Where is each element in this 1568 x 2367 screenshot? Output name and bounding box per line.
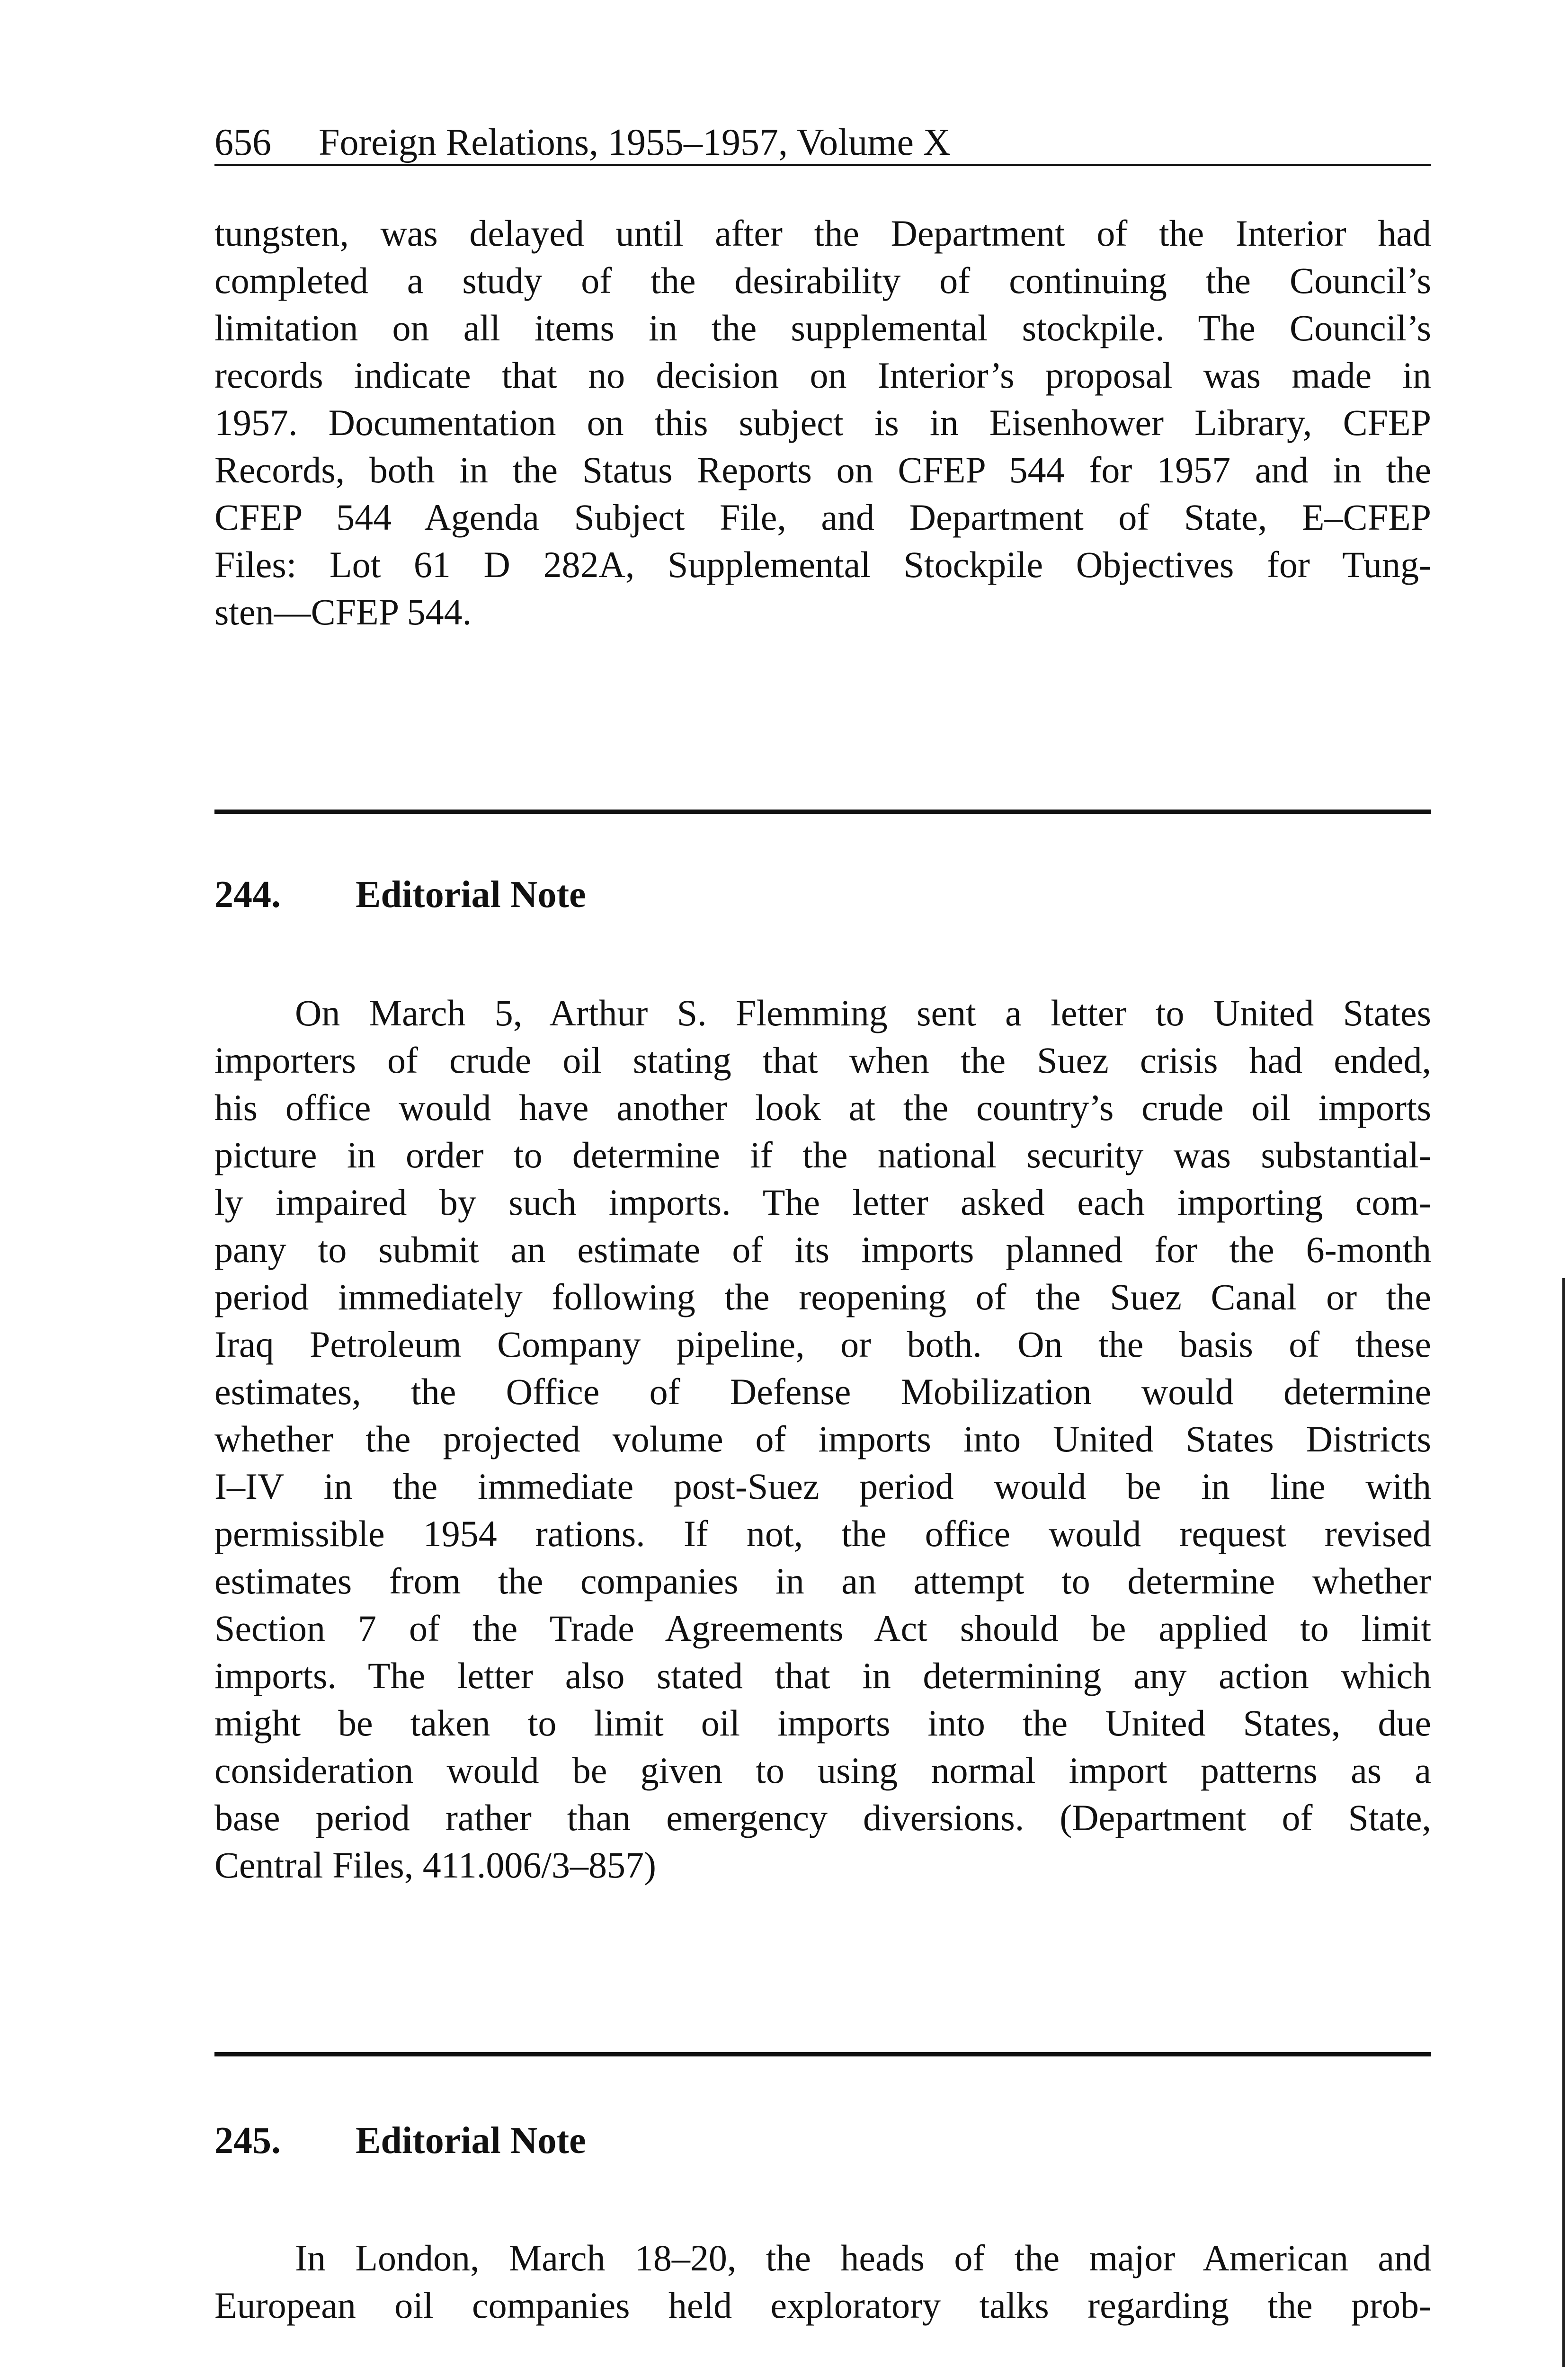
section-title: Editorial Note xyxy=(356,2120,586,2162)
text-line: picture in order to determine if the national security was substantial- xyxy=(214,1134,1431,1175)
text-line: his office would have another look at the country’s crude oil imports xyxy=(214,1087,1431,1128)
text-line: importers of crude oil stating that when the Suez crisis had ended, xyxy=(214,1040,1431,1081)
text-line: CFEP 544 Agenda Subject File, and Department of State, E–CFEP xyxy=(214,497,1431,538)
text-line: In London, March 18–20, the heads of the major American and xyxy=(295,2237,1431,2278)
carryover-paragraph xyxy=(214,210,1431,636)
text-line: Iraq Petroleum Company pipeline, or both. On the basis of these xyxy=(214,1324,1431,1365)
text-line: estimates, the Office of Defense Mobilization would determine xyxy=(214,1371,1431,1412)
text-line: ly impaired by such imports. The letter asked each importing com- xyxy=(214,1182,1431,1223)
text-line: Central Files, 411.006/3–857) xyxy=(214,1844,657,1886)
text-line: base period rather than emergency diversions. (Department of State, xyxy=(214,1797,1431,1838)
running-head xyxy=(214,121,1431,166)
text-line: European oil companies held exploratory talks regarding the prob- xyxy=(214,2285,1431,2326)
text-line: I–IV in the immediate post-Suez period would be in line with xyxy=(214,1466,1431,1507)
text-line: imports. The letter also stated that in determining any action which xyxy=(214,1655,1431,1696)
text-line: might be taken to limit oil imports into the United States, due xyxy=(214,1702,1431,1744)
section-number: 244. xyxy=(214,874,281,916)
text-line: Section 7 of the Trade Agreements Act should be applied to limit xyxy=(214,1608,1431,1649)
section-heading-244 xyxy=(214,871,1431,918)
text-line: estimates from the companies in an attempt to determine whether xyxy=(214,1560,1431,1602)
section-heading-245 xyxy=(214,2117,1431,2164)
section-245-paragraph xyxy=(214,2234,1431,2329)
text-line: limitation on all items in the supplemental stockpile. The Council’s xyxy=(214,307,1431,348)
text-line: consideration would be given to using normal import patterns as a xyxy=(214,1750,1431,1791)
text-line: pany to submit an estimate of its imports planned for the 6-month xyxy=(214,1229,1431,1270)
section-divider xyxy=(214,810,1431,814)
section-divider xyxy=(214,2052,1431,2056)
section-number: 245. xyxy=(214,2120,281,2162)
text-line: completed a study of the desirability of continuing the Council’s xyxy=(214,260,1431,301)
text-line: period immediately following the reopening of the Suez Canal or the xyxy=(214,1276,1431,1317)
text-line: tungsten, was delayed until after the Department of the Interior had xyxy=(214,213,1431,254)
text-line: On March 5, Arthur S. Flemming sent a letter to United States xyxy=(295,992,1431,1033)
section-title: Editorial Note xyxy=(356,874,586,916)
section-244-paragraph xyxy=(214,989,1431,1889)
text-line: Files: Lot 61 D 282A, Supplemental Stockpile Objectives for Tung- xyxy=(214,544,1431,585)
running-head-title: Foreign Relations, 1955–1957, Volume X xyxy=(319,122,951,163)
text-line: records indicate that no decision on Interior’s proposal was made in xyxy=(214,355,1431,396)
text-line: whether the projected volume of imports into United States Districts xyxy=(214,1418,1431,1459)
text-line: Records, both in the Status Reports on CFEP 544 for 1957 and in the xyxy=(214,449,1431,490)
text-line: permissible 1954 rations. If not, the office would request revised xyxy=(214,1513,1431,1554)
page-number: 656 xyxy=(214,122,271,163)
text-line: sten—CFEP 544. xyxy=(214,591,472,632)
text-line: 1957. Documentation on this subject is in Eisenhower Library, CFEP xyxy=(214,402,1431,443)
scan-edge-shadow xyxy=(1562,1278,1565,2367)
